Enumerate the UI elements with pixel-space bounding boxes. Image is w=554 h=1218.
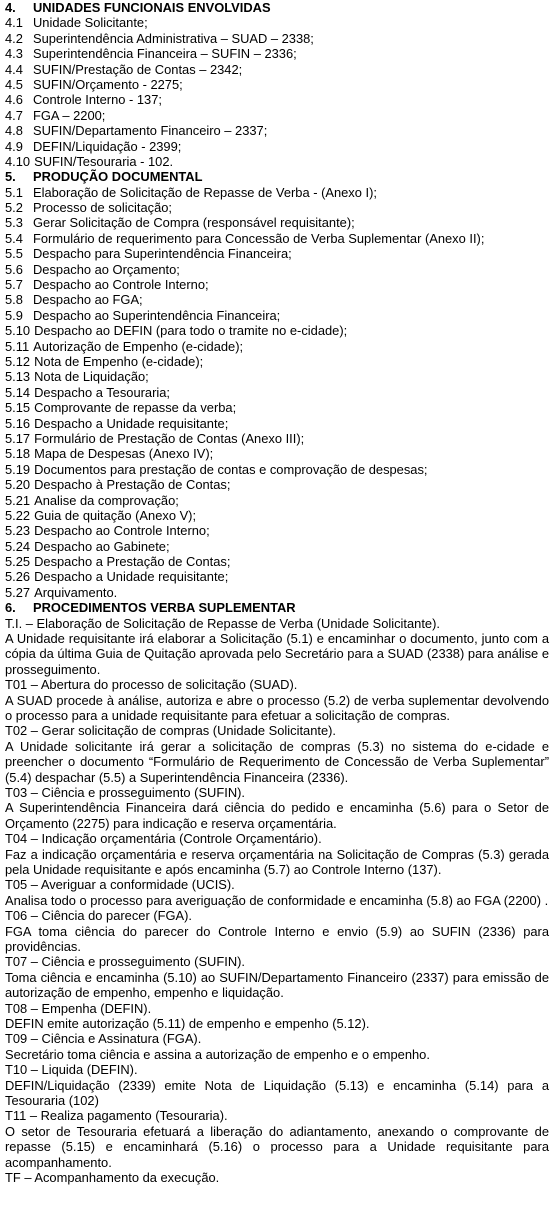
procedure-step-body: A SUAD procede à análise, autoriza e abre o processo (5.2) de verba suplementar devolvendo o processo para a unidade requisitante para efetuar a solicitação de compras. (5, 692, 549, 724)
item-text: FGA – 2200; (33, 107, 106, 123)
list-item (5, 523, 549, 538)
procedure-step-body: DEFIN/Liquidação (2339) emite Nota de Liquidação (5.13) e encaminha (5.14) para a Tesouraria (102) (5, 1077, 549, 1109)
list-item (5, 385, 549, 400)
item-number: 5.5 (5, 246, 23, 262)
document-page (5, 0, 549, 1185)
procedure-step-body: Toma ciência e encaminha (5.10) ao SUFIN/Departamento Financeiro (2337) para emissão de autorização de empenho, empenho e liquidação. (5, 969, 549, 1001)
list-item (5, 154, 549, 169)
section-4-list (5, 15, 549, 169)
item-text: Despacho a Unidade requisitante; (34, 415, 229, 431)
item-number: 5.26 (5, 569, 31, 585)
item-number: 5.1 (5, 184, 23, 200)
list-item (5, 446, 549, 461)
list-item (5, 139, 549, 154)
item-text: Despacho à Prestação de Contas; (34, 477, 231, 493)
item-number: 5.20 (5, 477, 31, 493)
procedure-step-title: T11 – Realiza pagamento (Tesouraria). (5, 1108, 228, 1124)
item-text: Processo de solicitação; (33, 200, 173, 216)
list-item (5, 323, 549, 338)
list-item (5, 231, 549, 246)
section-4-heading (5, 0, 549, 15)
list-item (5, 308, 549, 323)
list-item (5, 339, 549, 354)
item-text: Formulário de requerimento para Concessão de Verba Suplementar (Anexo II); (33, 230, 485, 246)
item-number: 4.3 (5, 46, 23, 62)
list-item (5, 493, 549, 508)
item-text: Nota de Empenho (e-cidade); (34, 353, 204, 369)
item-number: 5.19 (5, 461, 31, 477)
procedure-step-title: T07 – Ciência e prosseguimento (SUFIN). (5, 954, 246, 970)
list-item (5, 354, 549, 369)
section-title: PRODUÇÃO DOCUMENTAL (33, 169, 203, 185)
procedure-step-body: A Unidade solicitante irá gerar a solicitação de compras (5.3) no sistema do e-cidade e preencher o documento “Formulário de Requerimento de Concessão de Verba Suplementar” (5.4) despachar (5.5) a Superintendência Financeira (2336). (5, 738, 549, 785)
item-number: 4.5 (5, 76, 23, 92)
list-item (5, 462, 549, 477)
item-text: Despacho ao Controle Interno; (33, 277, 209, 293)
item-number: 4.8 (5, 123, 23, 139)
item-number: 5.12 (5, 353, 31, 369)
procedure-step-body: FGA toma ciência do parecer do Controle Interno e envio (5.9) ao SUFIN (2336) para providências. (5, 923, 549, 955)
item-text: Despacho ao FGA; (33, 292, 143, 308)
item-number: 4.7 (5, 107, 23, 123)
list-item (5, 123, 549, 138)
item-number: 4.1 (5, 15, 23, 31)
list-item (5, 215, 549, 230)
item-text: Superintendência Financeira – SUFIN – 2336; (33, 46, 297, 62)
item-number: 5.23 (5, 523, 31, 539)
item-text: Despacho a Unidade requisitante; (34, 569, 229, 585)
item-text: Despacho a Prestação de Contas; (34, 554, 231, 570)
item-text: Nota de Liquidação; (34, 369, 149, 385)
procedure-step-body: O setor de Tesouraria efetuará a liberação do adiantamento, anexando o comprovante de repasse (5.15) e encaminhará (5.16) o processo para a Unidade requisitante para acompanhamento. (5, 1123, 549, 1170)
section-5-heading (5, 169, 549, 184)
procedure-step-title: T06 – Ciência do parecer (FGA). (5, 908, 192, 924)
list-item (5, 31, 549, 46)
item-text: Mapa de Despesas (Anexo IV); (34, 446, 214, 462)
list-item (5, 77, 549, 92)
list-item (5, 400, 549, 415)
list-item (5, 108, 549, 123)
procedure-step-title: T05 – Averiguar a conformidade (UCIS). (5, 877, 235, 893)
item-text: Despacho a Tesouraria; (34, 384, 171, 400)
item-number: 4.2 (5, 30, 23, 46)
procedure-step-title: T02 – Gerar solicitação de compras (Unidade Solicitante). (5, 723, 337, 739)
list-item (5, 246, 549, 261)
item-number: 5.22 (5, 507, 31, 523)
item-number: 4.10 (5, 153, 31, 169)
item-text: DEFIN/Liquidação - 2399; (33, 138, 182, 154)
list-item (5, 554, 549, 569)
item-text: Despacho para Superintendência Financeira; (33, 246, 292, 262)
item-number: 4.6 (5, 92, 23, 108)
item-number: 5.16 (5, 415, 31, 431)
item-text: SUFIN/Departamento Financeiro – 2337; (33, 123, 268, 139)
section-title: UNIDADES FUNCIONAIS ENVOLVIDAS (33, 0, 271, 15)
list-item (5, 585, 549, 600)
list-item (5, 292, 549, 307)
item-text: Comprovante de repasse da verba; (34, 400, 237, 416)
item-number: 5.7 (5, 277, 23, 293)
item-text: Unidade Solicitante; (33, 15, 148, 31)
procedure-step-title: T03 – Ciência e prosseguimento (SUFIN). (5, 785, 246, 801)
item-number: 5.11 (5, 338, 30, 354)
list-item (5, 200, 549, 215)
list-item (5, 508, 549, 523)
item-number: 5.10 (5, 323, 31, 339)
list-item (5, 62, 549, 77)
item-text: Despacho ao Orçamento; (33, 261, 180, 277)
item-number: 4.4 (5, 61, 23, 77)
section-title: PROCEDIMENTOS VERBA SUPLEMENTAR (33, 600, 296, 616)
procedure-step-body: Analisa todo o processo para averiguação de conformidade e encaminha (5.8) ao FGA (2200) . (5, 892, 549, 908)
procedure-step-body: DEFIN emite autorização (5.11) de empenho e empenho (5.12). (5, 1016, 370, 1032)
section-number: 4. (5, 0, 16, 15)
list-item (5, 92, 549, 107)
item-number: 5.24 (5, 538, 31, 554)
item-number: 5.2 (5, 200, 23, 216)
list-item (5, 277, 549, 292)
item-text: Elaboração de Solicitação de Repasse de Verba - (Anexo I); (33, 184, 377, 200)
item-text: SUFIN/Orçamento - 2275; (33, 76, 183, 92)
item-text: SUFIN/Prestação de Contas – 2342; (33, 61, 243, 77)
list-item (5, 185, 549, 200)
procedure-step-title: T04 – Indicação orçamentária (Controle Orçamentário). (5, 831, 322, 847)
item-number: 4.9 (5, 138, 23, 154)
procedure-step-title: T.I. – Elaboração de Solicitação de Repasse de Verba (Unidade Solicitante). (5, 615, 440, 631)
item-number: 5.14 (5, 384, 31, 400)
item-number: 5.9 (5, 307, 23, 323)
procedure-step-body: A Superintendência Financeira dará ciência do pedido e encaminha (5.6) para o Setor de Orçamento (2275) para indicação e reserva orçamentária. (5, 800, 549, 831)
list-item (5, 46, 549, 61)
list-item (5, 416, 549, 431)
procedure-step-title: T01 – Abertura do processo de solicitação (SUAD). (5, 677, 298, 693)
item-text: Despacho ao DEFIN (para todo o tramite no e-cidade); (34, 323, 348, 339)
item-text: Controle Interno - 137; (33, 92, 162, 108)
list-item (5, 262, 549, 277)
item-text: Arquivamento. (34, 584, 118, 600)
list-item (5, 569, 549, 584)
list-item (5, 431, 549, 446)
item-text: Despacho ao Gabinete; (34, 538, 170, 554)
list-item (5, 369, 549, 384)
item-text: Gerar Solicitação de Compra (responsável requisitante); (33, 215, 355, 231)
item-number: 5.18 (5, 446, 31, 462)
section-6-heading (5, 600, 549, 615)
list-item (5, 539, 549, 554)
item-text: Despacho ao Controle Interno; (34, 523, 210, 539)
procedure-step-title: T10 – Liquida (DEFIN). (5, 1062, 138, 1078)
item-text: Formulário de Prestação de Contas (Anexo III); (34, 430, 305, 446)
item-number: 5.13 (5, 369, 31, 385)
item-text: Autorização de Empenho (e-cidade); (33, 338, 244, 354)
section-number: 5. (5, 169, 16, 185)
procedure-step-title: TF – Acompanhamento da execução. (5, 1170, 220, 1186)
item-number: 5.6 (5, 261, 23, 277)
item-text: Guia de quitação (Anexo V); (34, 507, 197, 523)
item-text: SUFIN/Tesouraria - 102. (34, 153, 174, 169)
item-number: 5.21 (5, 492, 31, 508)
procedure-step-body: Faz a indicação orçamentária e reserva orçamentária na Solicitação de Compras (5.3) gerada pela Unidade requisitante e após encaminha (5.7) ao Controle Interno (137). (5, 846, 549, 878)
item-number: 5.25 (5, 554, 31, 570)
list-item (5, 15, 549, 30)
item-text: Documentos para prestação de contas e comprovação de despesas; (34, 461, 428, 477)
item-number: 5.8 (5, 292, 23, 308)
item-number: 5.17 (5, 430, 31, 446)
procedure-step-title: T09 – Ciência e Assinatura (FGA). (5, 1031, 202, 1047)
procedure-step-body: Secretário toma ciência e assina a autorização de empenho e o empenho. (5, 1046, 430, 1062)
item-number: 5.27 (5, 584, 31, 600)
item-text: Despacho ao Superintendência Financeira; (33, 307, 281, 323)
item-number: 5.15 (5, 400, 31, 416)
procedure-step-title: T08 – Empenha (DEFIN). (5, 1000, 152, 1016)
section-5-list (5, 185, 549, 601)
procedure-step-body: A Unidade requisitante irá elaborar a Solicitação (5.1) e encaminhar o documento, junto com a cópia da última Guia de Quitação aprovada pelo Secretário para a SUAD (2338) para análise e prosseguimento. (5, 631, 549, 677)
list-item (5, 477, 549, 492)
item-text: Analise da comprovação; (34, 492, 179, 508)
section-number: 6. (5, 600, 16, 616)
section-6-procedures (5, 616, 549, 1186)
item-number: 5.3 (5, 215, 23, 231)
item-number: 5.4 (5, 230, 23, 246)
item-text: Superintendência Administrativa – SUAD – 2338; (33, 30, 314, 46)
